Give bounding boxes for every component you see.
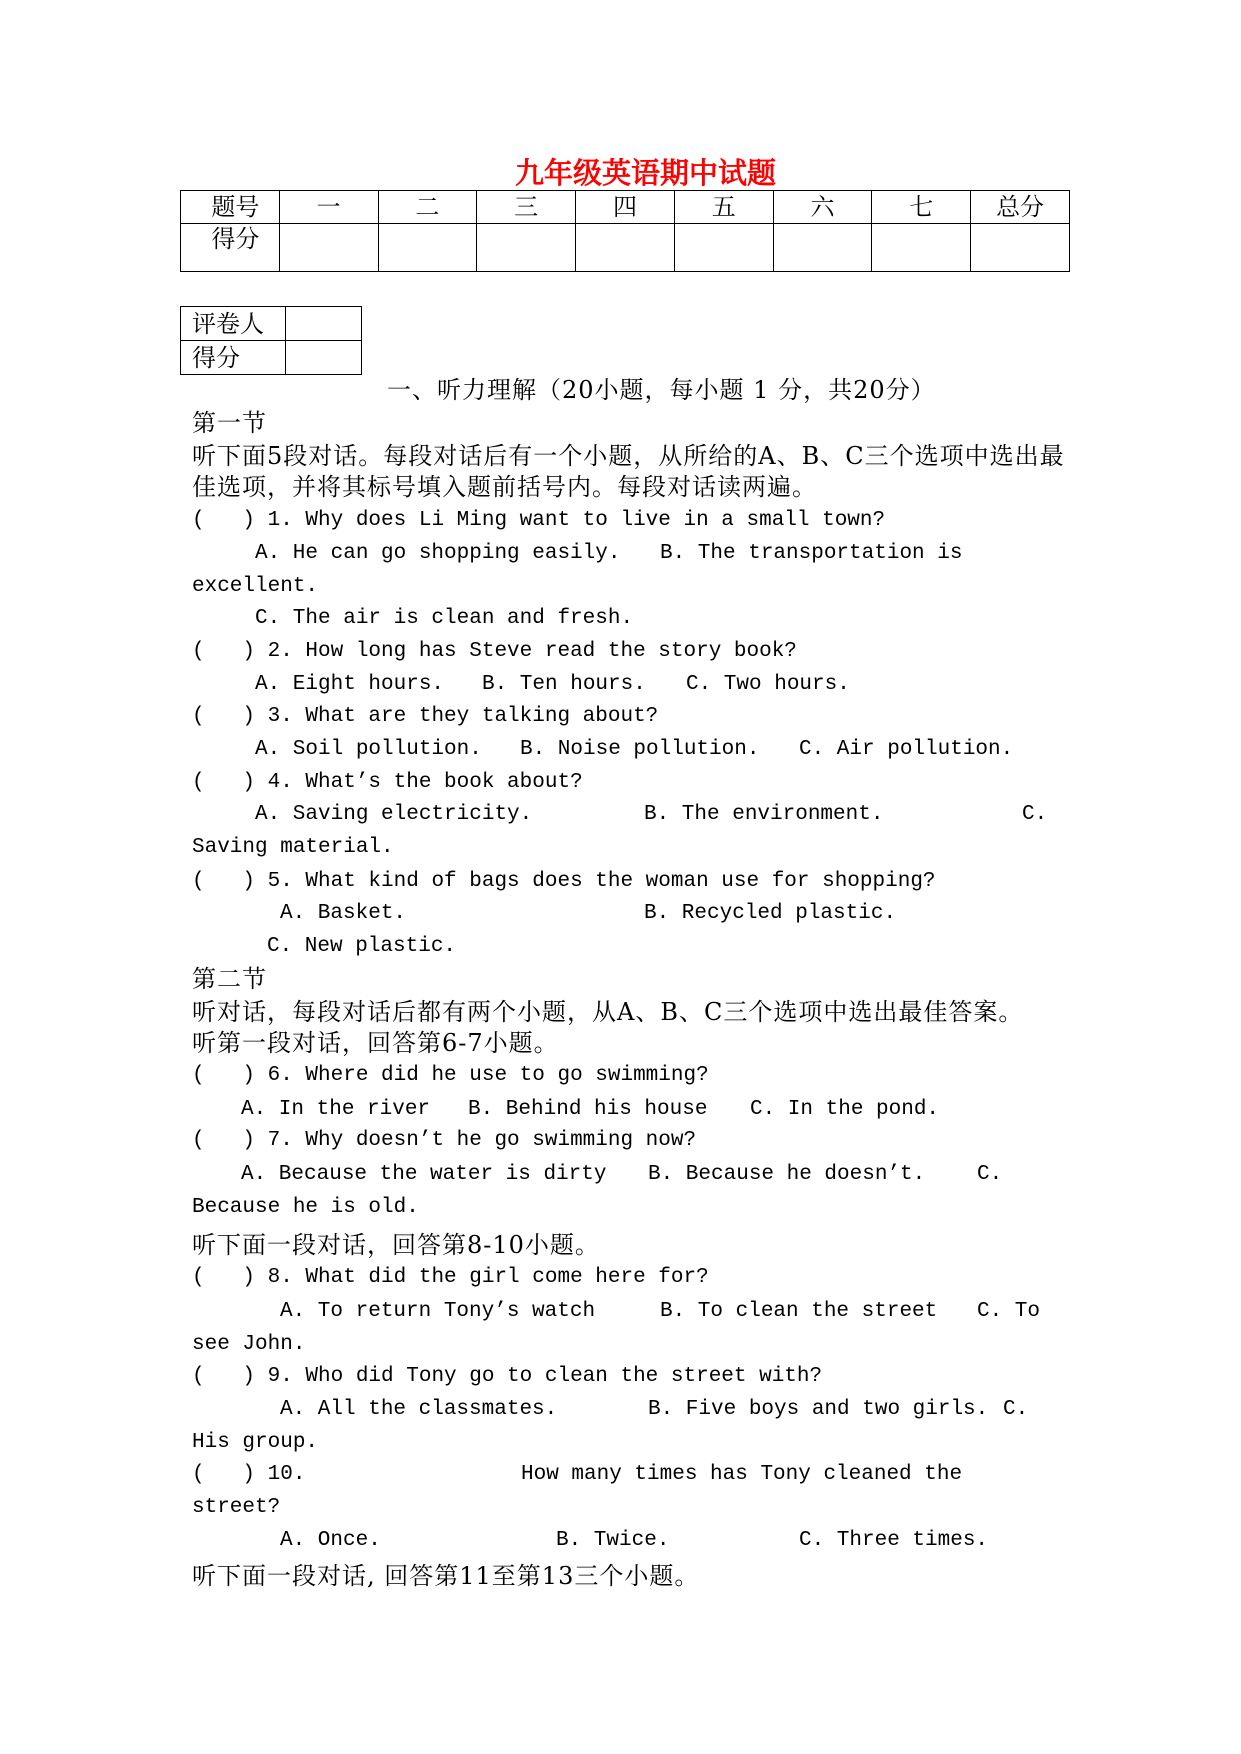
- question-number: 5.: [267, 870, 293, 893]
- score-cell: [378, 224, 477, 272]
- question-number: 4.: [267, 771, 293, 794]
- answer-space: [205, 637, 243, 667]
- option-c: C. New plastic.: [267, 935, 457, 958]
- bracket-open: (: [192, 1129, 205, 1152]
- answer-space: [205, 1362, 243, 1392]
- question-stem: What kind of bags does the woman use for shopping?: [305, 870, 936, 893]
- question-stem-continuation: street?: [192, 1496, 281, 1519]
- option-a: A. All the classmates.: [280, 1398, 558, 1421]
- question-number: 9.: [267, 1365, 293, 1388]
- option-b: B. Recycled plastic.: [644, 902, 897, 925]
- question-stem-line: [192, 1362, 822, 1392]
- grader-table: [180, 306, 362, 375]
- answer-blank: [192, 1460, 255, 1490]
- score-row-label: 得分: [181, 224, 280, 272]
- part-heading: 第一节: [192, 409, 267, 437]
- answer-space: [205, 1126, 243, 1156]
- answer-blank: [192, 1362, 255, 1392]
- question-stem-line: [192, 506, 885, 536]
- question-stem: What’s the book about?: [305, 771, 583, 794]
- header-part-7: 七: [872, 191, 971, 224]
- question-stem: Why doesn’t he go swimming now?: [305, 1129, 697, 1152]
- grader-score-cell: [286, 341, 362, 375]
- instructions-line: 听对话，每段对话后都有两个小题，从A、B、C三个选项中选出最佳答案。: [192, 998, 1024, 1026]
- header-part-1: 一: [279, 191, 378, 224]
- option-continuation: His group.: [192, 1431, 319, 1454]
- section-title: 一、听力理解（20小题，每小题 1 分，共20分）: [387, 376, 936, 404]
- option-c: C. The air is clean and fresh.: [255, 607, 634, 630]
- header-total: 总分: [971, 191, 1070, 224]
- question-number: 8.: [267, 1266, 293, 1289]
- bracket-open: (: [192, 771, 205, 794]
- instructions-line: 佳选项，并将其标号填入题前括号内。每段对话读两遍。: [192, 473, 817, 501]
- bracket-close: ): [242, 870, 256, 893]
- bracket-close: ): [242, 705, 256, 728]
- bracket-close: ): [242, 1365, 256, 1388]
- option-a: A. Once.: [280, 1529, 381, 1552]
- score-cell: [773, 224, 872, 272]
- group-intro: 听第一段对话，回答第6-7小题。: [192, 1029, 559, 1057]
- question-number: 1.: [267, 509, 293, 532]
- question-stem-line: [192, 637, 797, 667]
- option-b: B. Twice.: [556, 1529, 670, 1552]
- question-stem-line: [192, 1126, 696, 1156]
- score-cell: [279, 224, 378, 272]
- question-number: 10.: [267, 1463, 306, 1486]
- part-heading: 第二节: [192, 965, 267, 993]
- question-stem: What are they talking about?: [305, 705, 659, 728]
- bracket-close: ): [242, 640, 256, 663]
- header-part-6: 六: [773, 191, 872, 224]
- option-a: A. Saving electricity.: [255, 803, 533, 826]
- grader-row: [181, 307, 362, 341]
- instructions-line: 听下面5段对话。每段对话后有一个小题，从所给的A、B、C三个选项中选出最: [192, 442, 1065, 470]
- question-number: 6.: [267, 1064, 293, 1087]
- answer-space: [205, 768, 243, 798]
- answer-space: [205, 1061, 243, 1091]
- answer-blank: [192, 1126, 255, 1156]
- header-part-5: 五: [674, 191, 773, 224]
- question-number: 3.: [267, 705, 293, 728]
- option-a: A. Because the water is dirty: [241, 1163, 607, 1186]
- option-b: B. Five boys and two girls.: [648, 1398, 989, 1421]
- option-b: B. The transportation is: [660, 542, 963, 565]
- option-c: C.: [1022, 803, 1048, 826]
- bracket-open: (: [192, 1266, 205, 1289]
- header-part-4: 四: [576, 191, 675, 224]
- bracket-open: (: [192, 509, 205, 532]
- option-b: B. Because he doesn’t.: [648, 1163, 926, 1186]
- score-cell: [674, 224, 773, 272]
- option-c: C. Air pollution.: [799, 738, 1014, 761]
- bracket-close: ): [242, 1064, 256, 1087]
- bracket-close: ): [242, 1266, 256, 1289]
- answer-space: [205, 1263, 243, 1293]
- option-b: B. Behind his house: [468, 1098, 708, 1121]
- option-a: A. Basket.: [280, 902, 407, 925]
- question-stem: Why does Li Ming want to live in a small town?: [305, 509, 886, 532]
- question-stem: How many times has Tony cleaned the: [521, 1463, 963, 1486]
- score-table: [180, 190, 1070, 272]
- option-continuation: excellent.: [192, 575, 319, 598]
- option-continuation: Saving material.: [192, 836, 394, 859]
- question-stem: Who did Tony go to clean the street with?: [305, 1365, 823, 1388]
- grader-score-label: 得分: [181, 341, 286, 375]
- question-stem-line: [192, 768, 583, 798]
- question-stem-line: [192, 1460, 305, 1490]
- option-a: A. Eight hours.: [255, 673, 445, 696]
- header-part-3: 三: [477, 191, 576, 224]
- answer-space: [205, 1460, 243, 1490]
- answer-blank: [192, 867, 255, 897]
- answer-space: [205, 702, 243, 732]
- answer-space: [205, 506, 243, 536]
- answer-blank: [192, 1061, 255, 1091]
- bracket-open: (: [192, 1365, 205, 1388]
- option-c: C. Three times.: [799, 1529, 989, 1552]
- bracket-open: (: [192, 640, 205, 663]
- question-stem-line: [192, 867, 936, 897]
- option-b: B. The environment.: [644, 803, 884, 826]
- option-b: B. To clean the street: [660, 1300, 938, 1323]
- bracket-open: (: [192, 705, 205, 728]
- option-b: B. Noise pollution.: [520, 738, 760, 761]
- score-cell: [477, 224, 576, 272]
- option-a: A. To return Tony’s watch: [280, 1300, 596, 1323]
- score-cell: [971, 224, 1070, 272]
- grader-score-row: [181, 341, 362, 375]
- group-intro: 听下面一段对话, 回答第11至第13三个小题。: [192, 1562, 700, 1590]
- option-a: A. He can go shopping easily.: [255, 542, 621, 565]
- score-cell: [872, 224, 971, 272]
- option-c: C. To: [977, 1300, 1041, 1323]
- question-number: 2.: [267, 640, 293, 663]
- answer-blank: [192, 637, 255, 667]
- answer-blank: [192, 768, 255, 798]
- option-continuation: Because he is old.: [192, 1196, 419, 1219]
- group-intro: 听下面一段对话，回答第8-10小题。: [192, 1231, 600, 1259]
- bracket-close: ): [242, 509, 256, 532]
- option-a: A. In the river: [241, 1098, 431, 1121]
- bracket-open: (: [192, 1064, 205, 1087]
- question-number: 7.: [267, 1129, 293, 1152]
- answer-space: [205, 867, 243, 897]
- option-b: B. Ten hours.: [482, 673, 646, 696]
- option-c: C.: [1003, 1398, 1029, 1421]
- grader-cell: [286, 307, 362, 341]
- header-part-2: 二: [378, 191, 477, 224]
- question-stem: How long has Steve read the story book?: [305, 640, 797, 663]
- bracket-close: ): [242, 771, 256, 794]
- question-stem-line: [192, 702, 658, 732]
- bracket-open: (: [192, 870, 205, 893]
- bracket-close: ): [242, 1129, 256, 1152]
- answer-blank: [192, 506, 255, 536]
- header-question-number: 题号: [181, 191, 280, 224]
- option-c: C.: [977, 1163, 1003, 1186]
- grader-label: 评卷人: [181, 307, 286, 341]
- answer-blank: [192, 1263, 255, 1293]
- bracket-open: (: [192, 1463, 205, 1486]
- exam-title: 九年级英语期中试题: [515, 156, 777, 190]
- option-c: C. Two hours.: [686, 673, 850, 696]
- bracket-close: ): [242, 1463, 256, 1486]
- option-continuation: see John.: [192, 1333, 306, 1356]
- answer-blank: [192, 702, 255, 732]
- score-header-row: [181, 191, 1070, 224]
- option-a: A. Soil pollution.: [255, 738, 482, 761]
- question-stem-line: [192, 1061, 709, 1091]
- score-cell: [576, 224, 675, 272]
- option-c: C. In the pond.: [750, 1098, 940, 1121]
- question-stem: What did the girl come here for?: [305, 1266, 709, 1289]
- score-row: [181, 224, 1070, 272]
- question-stem-line: [192, 1263, 709, 1293]
- question-stem: Where did he use to go swimming?: [305, 1064, 709, 1087]
